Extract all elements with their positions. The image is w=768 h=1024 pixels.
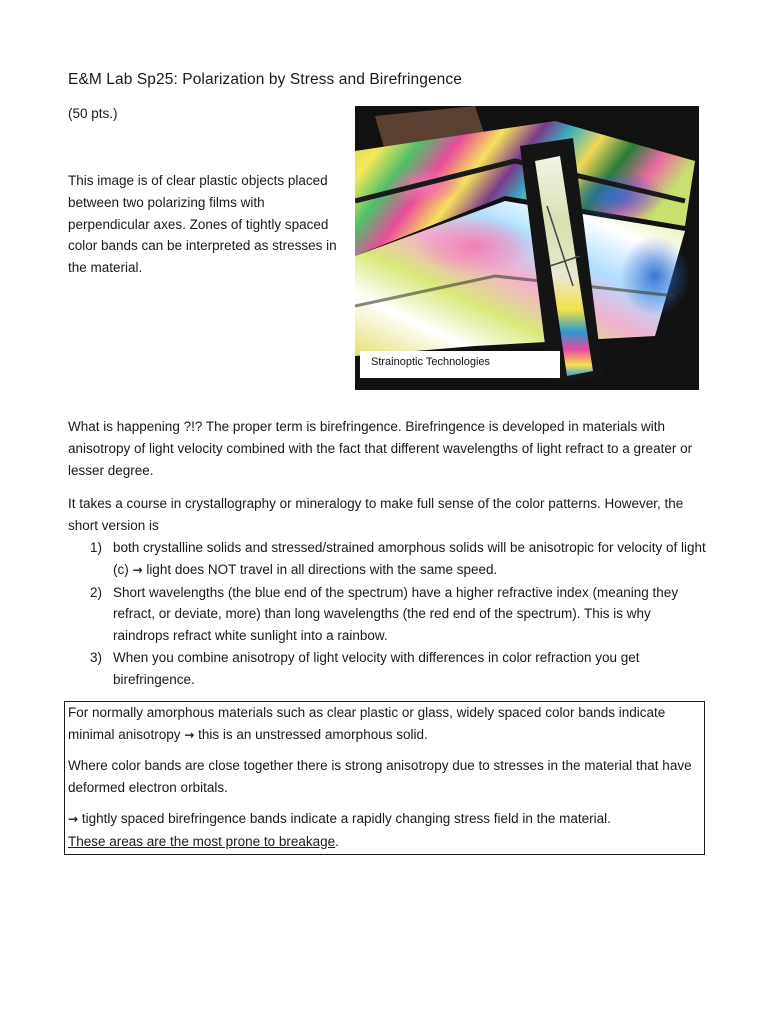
- list-item: [68, 537, 708, 582]
- list-number: 3): [90, 649, 103, 665]
- birefringence-illustration: [355, 106, 699, 390]
- summary-paragraph: [68, 808, 698, 853]
- summary-text: For normally amorphous materials such as clear plastic or glass, widely spaced color bands indicate minimal anisotropy: [68, 705, 666, 742]
- page-title: E&M Lab Sp25: Polarization by Stress and Birefringence: [68, 71, 462, 88]
- summary-text: .: [335, 833, 339, 849]
- summary-paragraph: [68, 702, 698, 747]
- photo-caption: Strainoptic Technologies: [360, 351, 560, 378]
- breakage-warning: These areas are the most prone to breakage: [68, 833, 336, 849]
- explanation-list: [68, 537, 708, 691]
- arrow-icon: →: [68, 812, 79, 826]
- list-number: 1): [90, 540, 103, 555]
- summary-paragraph: Where color bands are close together there is strong anisotropy due to stresses in the material that have deformed electron orbitals.: [68, 758, 692, 795]
- arrow-icon: →: [132, 562, 143, 577]
- list-item: [68, 582, 708, 647]
- list-item-text: Short wavelengths (the blue end of the spectrum) have a higher refractive index (meaning they refract, or deviate, more) than long wavelengths (the red end of the spectrum). This is why raindrops refract white sunlight into a rainbow.: [113, 584, 679, 644]
- summary-box: [64, 701, 705, 855]
- crystallography-paragraph: It takes a course in crystallography or mineralogy to make full sense of the color patterns. However, the short version is: [68, 496, 684, 533]
- points-label: (50 pts.): [68, 106, 118, 121]
- list-item: [68, 647, 708, 691]
- list-item-text: both crystalline solids and stressed/strained amorphous solids will be anisotropic for velocity of light (c): [113, 540, 706, 577]
- list-number: 2): [90, 584, 103, 600]
- arrow-icon: →: [184, 727, 195, 742]
- summary-text: tightly spaced birefringence bands indicate a rapidly changing stress field in the material.: [78, 811, 611, 826]
- birefringence-paragraph: What is happening ?!? The proper term is birefringence. Birefringence is developed in materials with anisotropy of light velocity combined with the fact that different wavelengths of light refract to a greater or lesser degree.: [68, 419, 693, 478]
- summary-text: this is an unstressed amorphous solid.: [194, 726, 428, 742]
- list-item-text: When you combine anisotropy of light velocity with differences in color refraction you get birefringence.: [113, 649, 640, 687]
- list-item-text: light does NOT travel in all directions with the same speed.: [142, 561, 498, 577]
- intro-paragraph: This image is of clear plastic objects placed between two polarizing films with perpendicular axes. Zones of tightly spaced color bands can be interpreted as stresses in the material.: [68, 173, 337, 276]
- birefringence-photo: [355, 106, 699, 390]
